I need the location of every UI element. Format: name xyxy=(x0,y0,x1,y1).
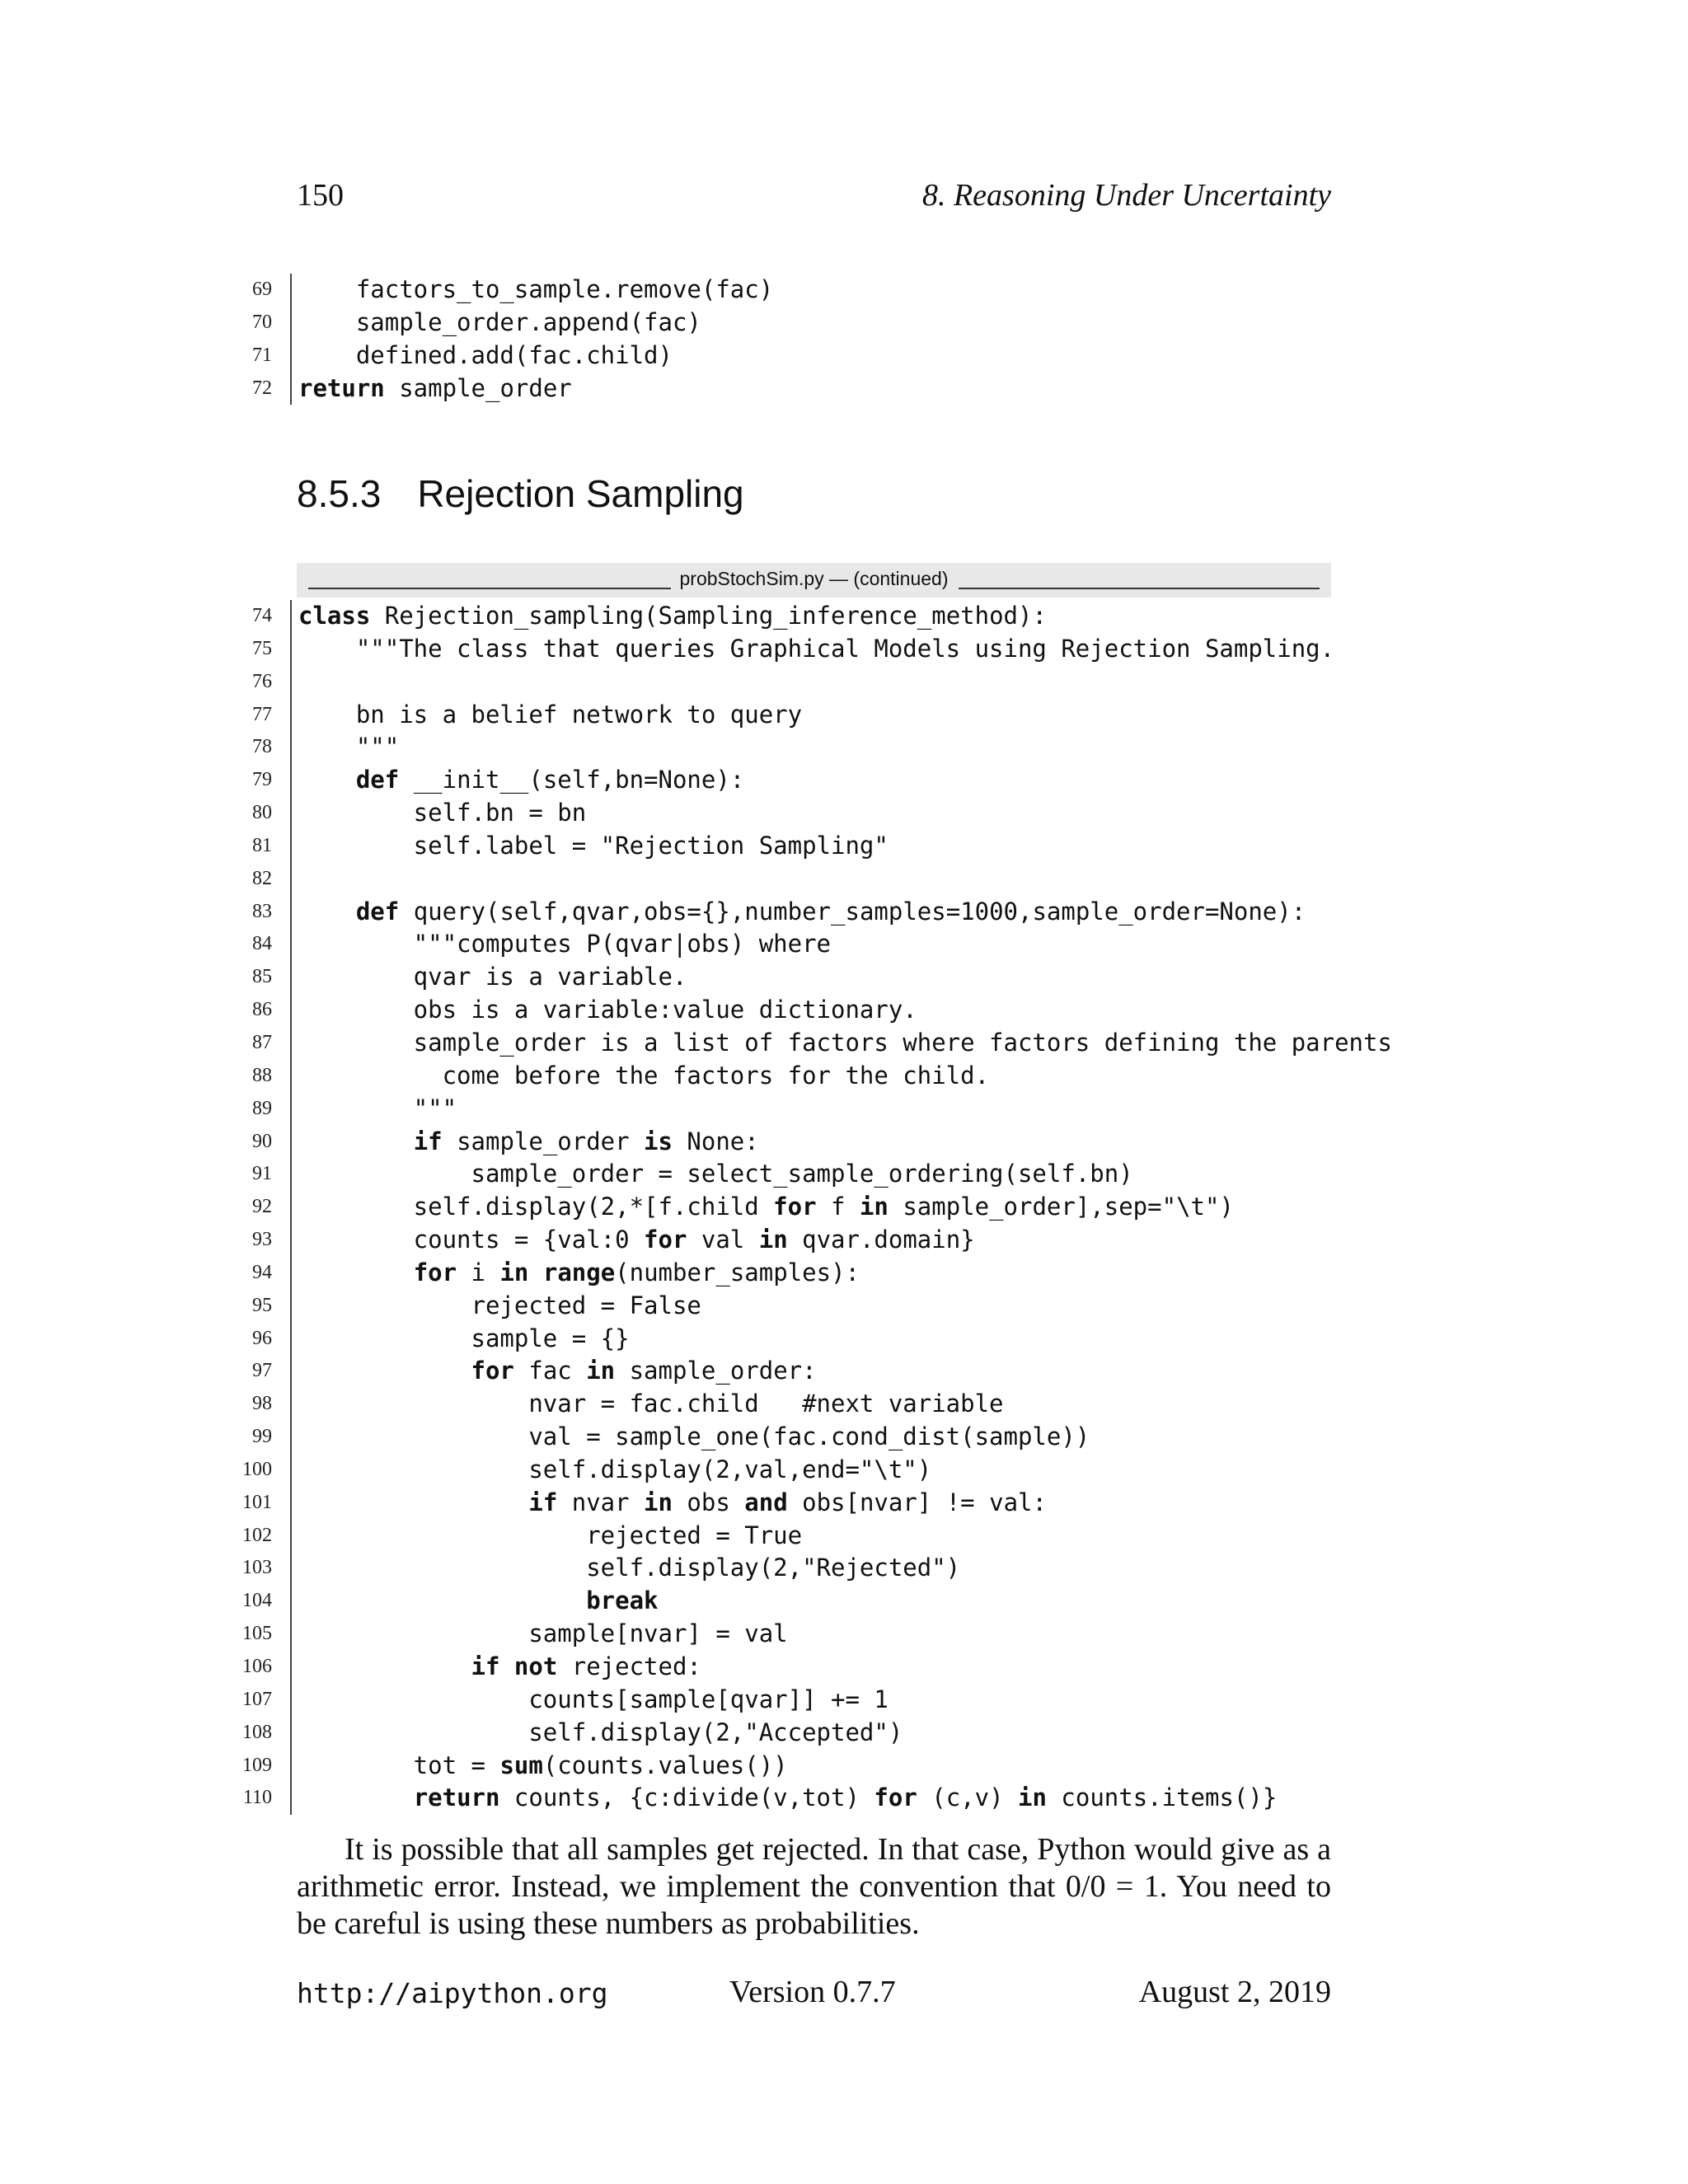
code-text: self.bn = bn xyxy=(298,799,587,827)
code-line xyxy=(223,699,1343,732)
banner-rule-right xyxy=(959,588,1320,589)
line-number: 106 xyxy=(242,1656,272,1677)
line-number: 87 xyxy=(252,1031,272,1053)
gutter-rule xyxy=(290,1224,292,1257)
code-text: if nvar in obs and obs[nvar] != val: xyxy=(528,1488,1047,1516)
code-line xyxy=(223,797,1343,830)
code-line xyxy=(223,1355,1343,1388)
code-text: factors_to_sample.remove(fac) xyxy=(298,275,774,303)
gutter-rule xyxy=(290,340,292,373)
code-text: self.display(2,"Rejected") xyxy=(298,1554,961,1582)
code-text: if not rejected: xyxy=(471,1652,701,1680)
gutter-rule xyxy=(290,1355,292,1388)
line-number: 72 xyxy=(252,377,272,399)
code-line xyxy=(223,1257,1343,1290)
code-line xyxy=(223,1750,1343,1783)
gutter-rule xyxy=(290,830,292,863)
code-line xyxy=(223,764,1343,797)
line-number: 89 xyxy=(252,1097,272,1119)
code-line xyxy=(223,1684,1343,1717)
line-number: 107 xyxy=(242,1688,272,1710)
gutter-rule xyxy=(290,1027,292,1060)
footer-version: Version 0.7.7 xyxy=(729,1975,896,2009)
code-text: come before the factors for the child. xyxy=(298,1061,990,1090)
gutter-rule xyxy=(290,1618,292,1651)
code-text: rejected = False xyxy=(298,1291,701,1319)
code-text: sample = {} xyxy=(298,1324,630,1352)
code-line xyxy=(223,1454,1343,1487)
gutter-rule xyxy=(290,1717,292,1750)
code-line xyxy=(223,961,1343,994)
gutter-rule xyxy=(290,373,292,405)
code-line xyxy=(223,928,1343,961)
gutter-rule xyxy=(290,928,292,961)
gutter-rule xyxy=(290,1290,292,1323)
file-banner-label: probStochSim.py — (continued) xyxy=(679,568,949,589)
code-line xyxy=(223,373,1343,405)
code-line xyxy=(223,1585,1343,1618)
line-number: 79 xyxy=(252,769,272,791)
code-text: class Rejection_sampling(Sampling_inference_method): xyxy=(298,602,1047,630)
line-number: 104 xyxy=(242,1590,272,1612)
gutter-rule xyxy=(290,1585,292,1618)
gutter-rule xyxy=(290,1782,292,1815)
code-text: defined.add(fac.child) xyxy=(298,340,673,369)
body-paragraph: It is possible that all samples get rejected. In that case, Python would give as a arithmetic error. Instead, we implement the convention that 0/0 = 1. You need to be careful is using these numbers as probabilities. xyxy=(297,1832,1331,1941)
code-line xyxy=(223,1027,1392,1060)
gutter-rule xyxy=(290,1257,292,1290)
code-text: """computes P(qvar|obs) where xyxy=(298,930,832,958)
code-text: break xyxy=(586,1586,659,1615)
code-line xyxy=(223,307,1343,340)
line-number: 98 xyxy=(252,1393,272,1415)
line-number: 78 xyxy=(252,736,272,758)
code-line xyxy=(223,731,1343,764)
line-number: 91 xyxy=(252,1163,272,1185)
code-line xyxy=(223,1060,1343,1093)
gutter-rule xyxy=(290,699,292,732)
gutter-rule xyxy=(290,797,292,830)
gutter-rule xyxy=(290,1158,292,1191)
gutter-rule xyxy=(290,863,292,896)
line-number: 75 xyxy=(252,637,272,659)
gutter-rule xyxy=(290,633,292,666)
code-line xyxy=(223,340,1343,373)
code-text: self.display(2,*[f.child for f in sample_order],sep="\t") xyxy=(298,1193,1234,1221)
code-text: def __init__(self,bn=None): xyxy=(355,766,745,794)
code-line xyxy=(223,666,1343,699)
line-number: 95 xyxy=(252,1294,272,1316)
code-line xyxy=(223,1520,1343,1553)
code-text: """The class that queries Graphical Models using Rejection Sampling. xyxy=(298,634,1335,663)
gutter-rule xyxy=(290,1651,292,1684)
code-line xyxy=(223,633,1343,666)
code-text: self.label = "Rejection Sampling" xyxy=(298,831,889,860)
code-text: self.display(2,"Accepted") xyxy=(298,1718,903,1746)
line-number: 102 xyxy=(242,1524,272,1546)
code-text: for i in range(number_samples): xyxy=(413,1258,860,1286)
code-text: sample_order.append(fac) xyxy=(298,307,701,336)
line-number: 94 xyxy=(252,1261,272,1283)
code-line xyxy=(223,1191,1343,1224)
section-title: Rejection Sampling xyxy=(417,472,744,515)
line-number: 101 xyxy=(242,1491,272,1513)
code-line xyxy=(223,1158,1343,1191)
line-number: 83 xyxy=(252,900,272,922)
gutter-rule xyxy=(290,1552,292,1585)
gutter-rule xyxy=(290,1126,292,1159)
line-number: 110 xyxy=(242,1787,272,1809)
code-line xyxy=(223,1290,1343,1323)
line-number: 86 xyxy=(252,999,272,1021)
code-listing-top xyxy=(223,274,1343,405)
code-text: bn is a belief network to query xyxy=(298,700,803,729)
code-line xyxy=(223,1323,1343,1356)
code-text: rejected = True xyxy=(298,1521,803,1549)
gutter-rule xyxy=(290,1060,292,1093)
file-banner xyxy=(297,563,1331,598)
code-line xyxy=(223,1651,1343,1684)
gutter-rule xyxy=(290,1191,292,1224)
page-number: 150 xyxy=(297,178,344,213)
code-line xyxy=(223,1224,1343,1257)
code-line xyxy=(223,1717,1343,1750)
code-line xyxy=(223,1487,1343,1520)
code-text: tot = sum(counts.values()) xyxy=(298,1750,788,1779)
code-text: nvar = fac.child #next variable xyxy=(298,1390,1004,1418)
code-line xyxy=(223,1388,1343,1421)
gutter-rule xyxy=(290,731,292,764)
line-number: 100 xyxy=(242,1458,272,1480)
code-line xyxy=(223,863,1343,896)
line-number: 81 xyxy=(252,834,272,856)
code-line xyxy=(223,896,1343,929)
line-number: 99 xyxy=(252,1426,272,1448)
running-title: 8. Reasoning Under Uncertainty xyxy=(921,178,1331,213)
banner-rule-left xyxy=(308,588,671,589)
gutter-rule xyxy=(290,1454,292,1487)
gutter-rule xyxy=(290,1093,292,1126)
code-text: counts[sample[qvar]] += 1 xyxy=(298,1685,889,1713)
gutter-rule xyxy=(290,1520,292,1553)
line-number: 77 xyxy=(252,703,272,725)
code-line xyxy=(223,1421,1343,1454)
page-header xyxy=(297,177,1331,227)
code-line xyxy=(223,1126,1343,1159)
code-line xyxy=(223,830,1343,863)
gutter-rule xyxy=(290,1421,292,1454)
line-number: 69 xyxy=(252,279,272,300)
code-line xyxy=(223,1782,1343,1815)
gutter-rule xyxy=(290,764,292,797)
line-number: 108 xyxy=(242,1721,272,1743)
line-number: 84 xyxy=(252,933,272,955)
code-line xyxy=(223,1093,1343,1126)
code-text: return counts, {c:divide(v,tot) for (c,v) in counts.items()} xyxy=(413,1783,1278,1812)
code-text: qvar is a variable. xyxy=(298,963,687,991)
code-line xyxy=(223,1618,1343,1651)
gutter-rule xyxy=(290,994,292,1027)
code-line xyxy=(223,600,1343,633)
code-text: for fac in sample_order: xyxy=(471,1357,817,1385)
section-number: 8.5.3 xyxy=(297,472,382,515)
line-number: 105 xyxy=(242,1623,272,1645)
gutter-rule xyxy=(290,1684,292,1717)
code-text: obs is a variable:value dictionary. xyxy=(298,996,917,1024)
line-number: 71 xyxy=(252,344,272,366)
code-listing-main xyxy=(223,600,1392,1815)
line-number: 103 xyxy=(242,1557,272,1579)
line-number: 93 xyxy=(252,1229,272,1251)
code-text: if sample_order is None: xyxy=(413,1127,759,1155)
code-text: self.display(2,val,end="\t") xyxy=(298,1455,932,1483)
line-number: 70 xyxy=(252,311,272,333)
code-text: sample_order = select_sample_ordering(self.bn) xyxy=(298,1160,1133,1188)
code-text: """ xyxy=(298,733,400,762)
line-number: 92 xyxy=(252,1196,272,1218)
line-number: 82 xyxy=(252,867,272,889)
line-number: 74 xyxy=(252,605,272,626)
gutter-rule xyxy=(290,1388,292,1421)
gutter-rule xyxy=(290,1323,292,1356)
code-line xyxy=(223,1552,1343,1585)
section-heading xyxy=(297,471,744,516)
gutter-rule xyxy=(290,961,292,994)
code-text: sample[nvar] = val xyxy=(298,1619,788,1648)
line-number: 96 xyxy=(252,1327,272,1349)
line-number: 80 xyxy=(252,802,272,824)
gutter-rule xyxy=(290,1750,292,1783)
gutter-rule xyxy=(290,600,292,633)
code-line xyxy=(223,274,1343,307)
line-number: 109 xyxy=(242,1754,272,1776)
line-number: 85 xyxy=(252,966,272,988)
code-text: """ xyxy=(298,1094,457,1122)
code-text: sample_order is a list of factors where factors defining the parents xyxy=(298,1028,1392,1057)
code-line xyxy=(223,994,1343,1027)
gutter-rule xyxy=(290,666,292,699)
page-footer xyxy=(297,1974,1331,2015)
line-number: 97 xyxy=(252,1360,272,1382)
line-number: 76 xyxy=(252,670,272,692)
footer-date: August 2, 2019 xyxy=(1138,1975,1331,2009)
gutter-rule xyxy=(290,307,292,340)
code-text: counts = {val:0 for val in qvar.domain} xyxy=(298,1226,975,1254)
gutter-rule xyxy=(290,274,292,307)
code-text: val = sample_one(fac.cond_dist(sample)) xyxy=(298,1422,1090,1451)
code-text: return sample_order xyxy=(298,373,572,402)
line-number: 88 xyxy=(252,1064,272,1086)
gutter-rule xyxy=(290,1487,292,1520)
gutter-rule xyxy=(290,896,292,929)
footer-url[interactable]: http://aipython.org xyxy=(297,1977,608,2009)
line-number: 90 xyxy=(252,1130,272,1152)
code-text: def query(self,qvar,obs={},number_samples=1000,sample_order=None): xyxy=(355,897,1306,926)
